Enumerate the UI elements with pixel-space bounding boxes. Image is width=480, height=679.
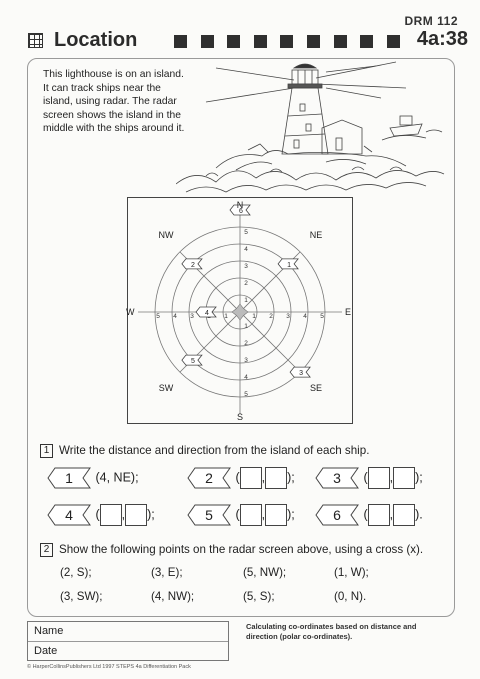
label-ne: NE [309, 230, 323, 240]
ship-marker [182, 355, 202, 365]
answer-ship-4: 4 ( , ); [46, 503, 155, 527]
point-item: (2, S); [60, 566, 92, 579]
label-s: S [236, 412, 244, 422]
label-n: N [236, 200, 244, 210]
tick-label: 4 [173, 313, 177, 320]
tick-label: 2 [269, 313, 273, 320]
question-2-text: Show the following points on the radar screen above, using a cross (x). [59, 543, 424, 556]
date-field[interactable]: Date [34, 645, 58, 657]
tick-label: 4 [244, 374, 248, 381]
ship-3-distance-box[interactable] [368, 467, 390, 489]
ship-marker-label: 2 [190, 261, 195, 269]
point-item: (0, N). [334, 590, 367, 603]
question-1-number: 1 [40, 444, 53, 458]
copyright: © HarperCollinsPublishers Ltd 1997 STEPS 4a Differentiation Pack [27, 664, 191, 670]
name-date-box [27, 621, 229, 661]
question-1-text: Write the distance and direction from the island of each ship. [59, 444, 370, 457]
ship-3-direction-box[interactable] [393, 467, 415, 489]
answer-ship-6: 6 ( , ). [314, 503, 423, 527]
ship-5-distance-box[interactable] [240, 504, 262, 526]
ship-marker [290, 367, 310, 377]
grid-icon [28, 33, 43, 48]
ship-5-icon [186, 503, 232, 527]
ship-1-icon [46, 466, 92, 490]
ship-2-icon [186, 466, 232, 490]
ship-4-distance-box[interactable] [100, 504, 122, 526]
tick-label: 3 [244, 263, 248, 270]
answer-ship-3: 3 ( , ); [314, 466, 423, 490]
ship-marker [182, 259, 202, 269]
label-se: SE [309, 383, 323, 393]
tick-label: 5 [244, 229, 248, 236]
ship-4-icon [46, 503, 92, 527]
tick-label: 3 [286, 313, 290, 320]
answer-example: (4, NE); [95, 470, 139, 485]
tick-label: 2 [244, 280, 248, 287]
tick-label: 3 [244, 357, 248, 364]
ship-marker-label: 5 [190, 358, 195, 366]
radar-plot [128, 198, 352, 423]
ship-5-direction-box[interactable] [265, 504, 287, 526]
page-number: 4a:38 [416, 28, 468, 50]
teacher-note: Calculating co-ordinates based on distance and direction (polar co-ordinates). [246, 622, 417, 641]
tick-label: 2 [244, 340, 248, 347]
answer-ship-2: 2 ( , ); [186, 466, 295, 490]
ship-2-distance-box[interactable] [240, 467, 262, 489]
svg-text:6: 6 [333, 507, 341, 523]
tick-label: 1 [244, 297, 248, 304]
sheet-code: DRM 112 [404, 14, 458, 28]
answer-ship-5: 5 ( , ); [186, 503, 295, 527]
label-sw: SW [158, 383, 174, 393]
point-item: (1, W); [334, 566, 369, 579]
ship-6-direction-box[interactable] [393, 504, 415, 526]
ship-marker [278, 259, 298, 269]
tick-label: 1 [224, 313, 228, 320]
tick-label: 3 [190, 313, 194, 320]
ship-4-direction-box[interactable] [125, 504, 147, 526]
svg-text:3: 3 [333, 470, 341, 486]
point-item: (3, SW); [60, 590, 103, 603]
header-bar [28, 30, 468, 54]
lighthouse-illustration [176, 58, 446, 198]
ship-6-distance-box[interactable] [368, 504, 390, 526]
point-item: (3, E); [151, 566, 183, 579]
ship-1-number: 1 [65, 470, 73, 486]
page-title: Location [54, 29, 138, 51]
decorative-squares [174, 35, 413, 53]
ship-2-direction-box[interactable] [265, 467, 287, 489]
question-1 [40, 444, 369, 458]
label-e: E [345, 307, 352, 317]
label-nw: NW [158, 230, 174, 240]
tick-label: 4 [244, 246, 248, 253]
tick-label: 5 [320, 313, 324, 320]
name-field[interactable]: Name [28, 622, 228, 642]
tick-label: 5 [244, 391, 248, 398]
tick-label: 5 [156, 313, 160, 320]
svg-text:2: 2 [205, 470, 213, 486]
question-2 [40, 543, 423, 557]
tick-label: 1 [244, 323, 248, 330]
point-item: (4, NW); [151, 590, 195, 603]
svg-text:5: 5 [205, 507, 213, 523]
question-2-number: 2 [40, 543, 53, 557]
tick-label: 1 [252, 313, 256, 320]
point-item: (5, NW); [243, 566, 287, 579]
answer-ship-1 [46, 466, 139, 490]
ship-marker-label: 4 [205, 310, 209, 317]
intro-text: This lighthouse is on an island. It can track ships near the island, using radar. The radar screen shows the island in the middle with the ships around it. [43, 69, 185, 135]
svg-text:4: 4 [65, 507, 73, 523]
ship-marker-label: 3 [299, 370, 304, 378]
ship-3-icon [314, 466, 360, 490]
tick-label: 4 [303, 313, 307, 320]
radar-screen [127, 197, 353, 424]
label-w: W [126, 307, 135, 317]
ship-marker-label: 1 [287, 261, 292, 269]
point-item: (5, S); [243, 590, 275, 603]
ship-6-icon [314, 503, 360, 527]
ship-marker-label: 6 [239, 208, 243, 215]
